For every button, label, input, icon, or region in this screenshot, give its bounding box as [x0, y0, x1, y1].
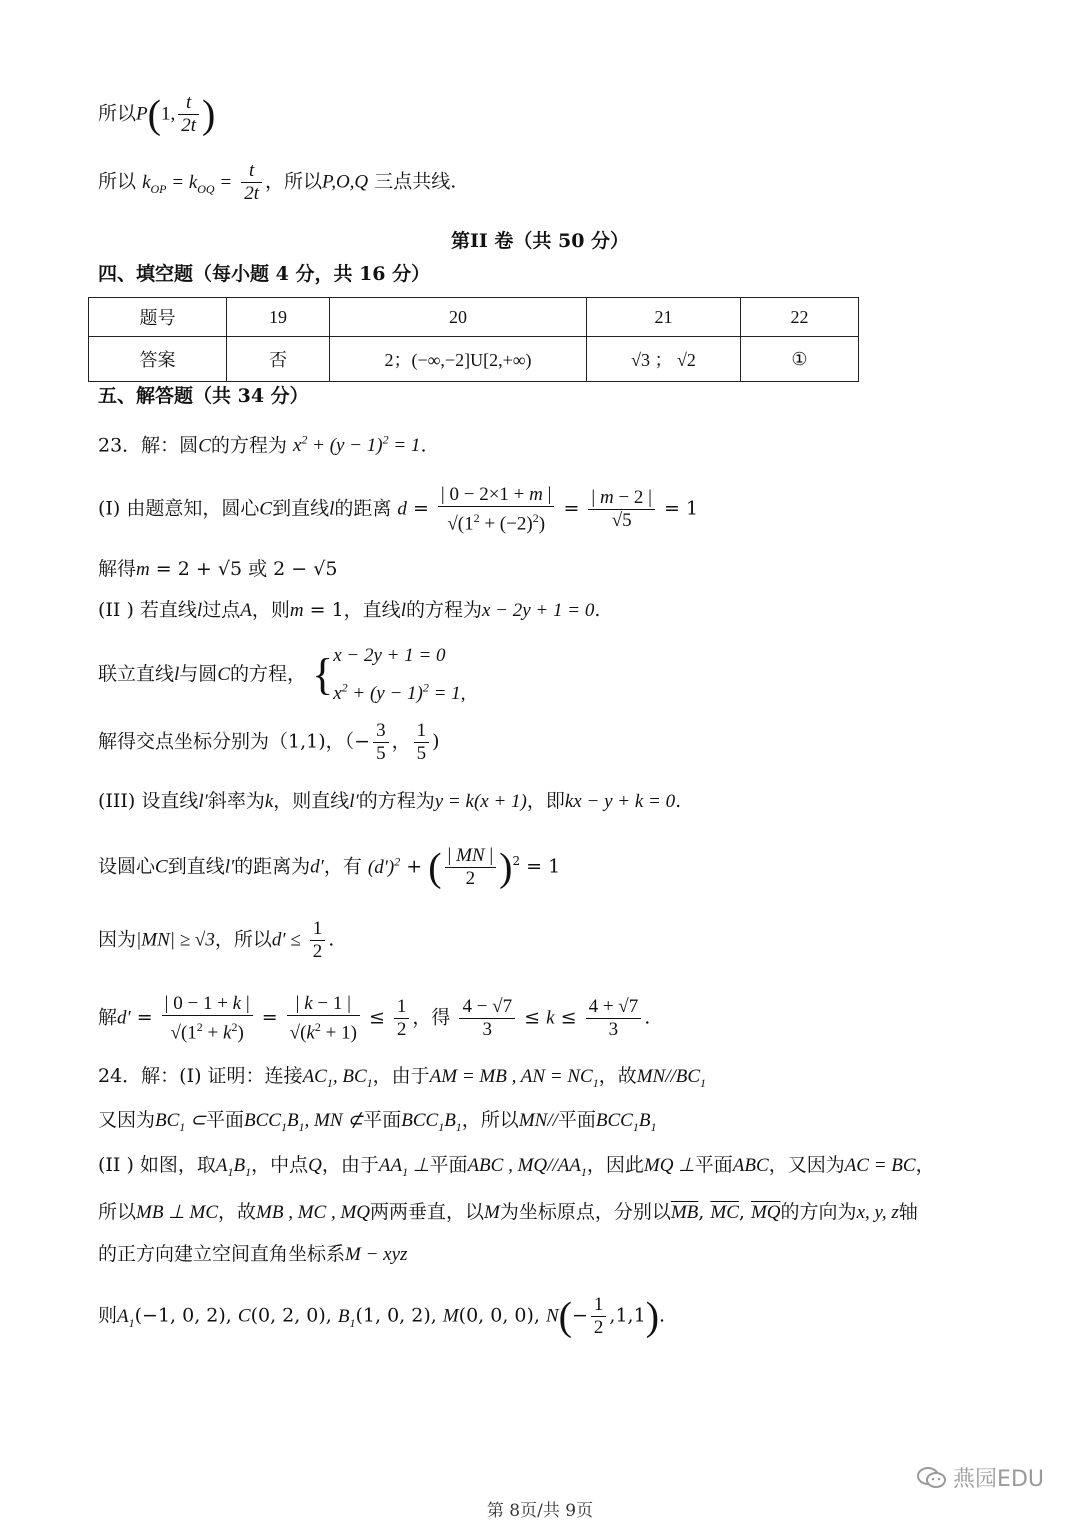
q24-part2: (II ) 如图，取$A_1B_1$，中点Q，由于$AA_1$ ⊥平面ABC , $MQ//AA_1$，因此MQ ⊥平面ABC，又因为AC = BC，	[98, 1154, 935, 1179]
line-p-point: 所以P(1, $\frac{t}{2t}$ )	[98, 91, 216, 137]
section-title: 第II 卷（共 50 分）	[450, 230, 630, 252]
page-footer: 第 8页/共 9页	[486, 1501, 594, 1521]
table-cell: 否	[227, 337, 330, 382]
answer-table	[88, 297, 859, 382]
q23-system: 联立直线l与圆C的方程， {x − 2y + 1 = 0 $x^2 + (y - 1)^2 = 1$,	[98, 645, 466, 705]
table-cell: 20	[330, 298, 587, 337]
wechat-icon	[917, 1465, 947, 1491]
q23-distance: 设圆心C到直线l′的距离为d′，有 $(d')^2$ + ( $\frac{| MN |}{2}$ )$^2$ = 1	[98, 844, 561, 890]
fill-heading: 四、填空题（每小题 4 分，共 16 分）	[98, 263, 431, 285]
q24-coordinates: 则$A_1(-1$, 0, 2), C(0, 2, 0), $B_1(1$, 0, 2), M(0, 0, 0), N(− $\frac{1}{2}$ ,1,1).	[98, 1293, 666, 1339]
table-cell: 答案	[89, 337, 227, 382]
q24-part2b: 所以MB ⊥ MC，故MB , MC , MQ两两垂直，以M为坐标原点，分别以$\overline{MB}$, $\overline{MC}$, $\overline{MQ}$的方向为x, y, z轴	[98, 1201, 918, 1223]
table-cell: 21	[587, 298, 741, 337]
table-cell: 2；(−∞,−2]U[2,+∞)	[330, 337, 587, 382]
q23-intersections: 解得交点坐标分别为（1,1)，（− $\frac{3}{5}$ ， $\frac{1}{5}$ )	[98, 720, 440, 764]
table-cell: ①	[741, 337, 859, 382]
q23-intro: 23．解：圆C的方程为 $x^2 + (y - 1)^2 = 1$.	[98, 433, 427, 457]
q24-part1: 24．解：(I) 证明：连接$AC_1$, $BC_1$，由于AM = MB , AN = $NC_1$，故$MN//BC_1$	[98, 1065, 707, 1090]
q24-part2c: 的正方向建立空间直角坐标系M − xyz	[98, 1243, 408, 1265]
table-cell: 19	[227, 298, 330, 337]
table-cell: 题号	[89, 298, 227, 337]
table-row	[89, 337, 859, 382]
q23-part3: (III) 设直线l′斜率为k，则直线l′的方程为y = k(x + 1)，即kx − y + k = 0.	[98, 790, 682, 812]
q23-because: 因为|MN| ≥ √3，所以d′ ≤ $\frac{1}{2}$ .	[98, 918, 335, 962]
q23-solve-m: 解得m = 2 + √5 或 2 − √5	[98, 558, 338, 580]
table-cell: 22	[741, 298, 859, 337]
watermark: 燕园EDU	[917, 1462, 1044, 1493]
table-cell: √3 ； √2	[587, 337, 741, 382]
q24-part1b: 又因为$BC_1$ ⊂平面$BCC_1B_1$, MN ⊄平面$BCC_1B_1$，所以MN//平面$BCC_1B_1$	[98, 1109, 657, 1134]
q23-part2: (II ) 若直线l过点A，则m = 1，直线l的方程为x − 2y + 1 = 0.	[98, 599, 601, 621]
table-row	[89, 298, 859, 337]
q23-final: 解d′ = $\frac{| 0 - 1 + k |}{√(1^2 + k^2)}$ = $\frac{| k - 1 |}{√(k^2 + 1)}$ ≤ $\frac{1}{2}$ ，得 $\frac{4 - √7}{3}$ ≤ k ≤ $\frac{4 + √7}{3}$ .	[98, 993, 651, 1044]
q23-part1: (I) 由题意知，圆心C到直线l的距离 d = $\frac{| 0 - 2\times 1 + m |}{√(1^2 + (-2)^2)}$ = $\frac{| m - 2 |}{√5}$ = 1	[98, 484, 699, 535]
solve-heading: 五、解答题（共 34 分）	[98, 385, 309, 407]
line-collinear: 所以 $k_{OP} = k_{OQ}$ = $\frac{t}{2t}$ ，所以P,O,Q 三点共线.	[98, 160, 457, 204]
